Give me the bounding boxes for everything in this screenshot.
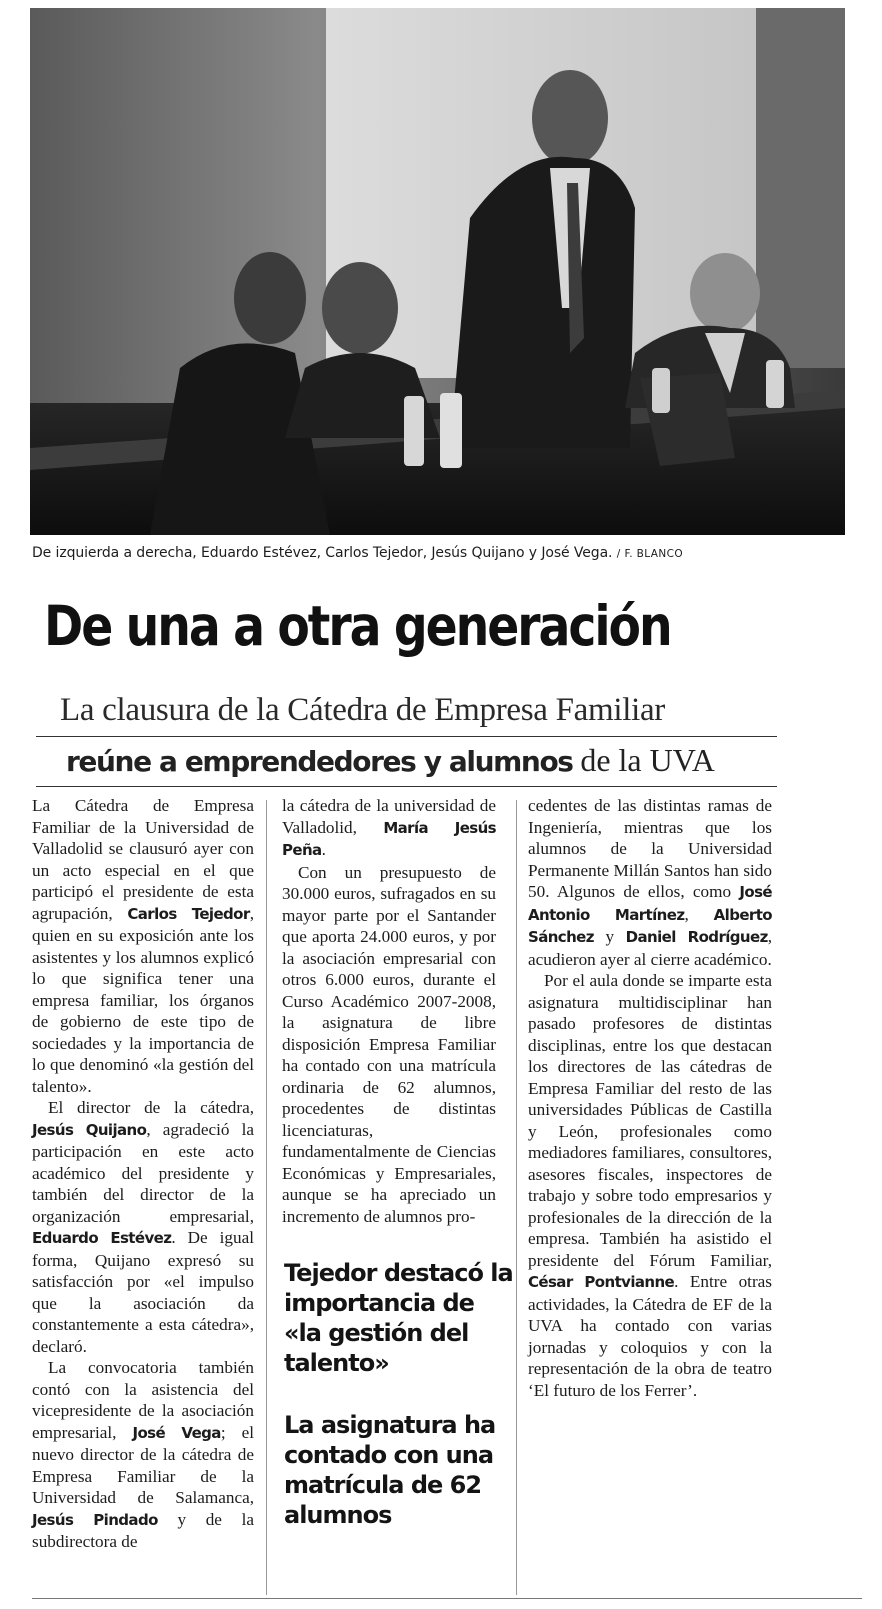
pull-quote-line: «la gestión del	[284, 1319, 469, 1347]
subheadline-bold: reúne a emprendedores y alumnos	[66, 745, 573, 778]
text: Por el aula donde se imparte esta asignatura multidisciplinar han pasado profesores de distintas disciplinas, entre los que destacan los directores de las cátedras de Empresa Familiar del resto de las universidades Públicas de Castilla y León, profesionales como mediadores familiares, consultores, asesores fiscales, inspectores de trabajo y sobre todo empresarios y profesionales de la dirección de la empresa. También ha asistido el presidente del Fórum Familiar,	[528, 971, 772, 1270]
text: , agradeció la participación en este acto académico del presidente y también del director de la organización empresarial,	[32, 1119, 255, 1226]
headline: De una a otra generación	[44, 594, 671, 658]
subheadline-rule-top	[36, 736, 777, 737]
name-highlight: José Antonio Martínez	[528, 883, 773, 924]
person-estevez-head	[234, 252, 306, 344]
name-highlight: Alberto Sánchez	[528, 905, 773, 946]
paragraph	[32, 1097, 254, 1357]
text: La convocatoria también contó con la asistencia del vicepresidente de la asociación empresarial,	[32, 1358, 254, 1442]
pull-quote-line: alumnos	[284, 1501, 392, 1529]
article-column-1	[32, 795, 254, 1553]
pull-quote-line: importancia de	[284, 1289, 474, 1317]
caption-text: De izquierda a derecha, Eduardo Estévez, Carlos Tejedor, Jesús Quijano y José Vega.	[32, 545, 613, 561]
text: y de la subdirectora de	[32, 1509, 254, 1551]
subheadline-line-2	[66, 740, 856, 782]
name-highlight: Daniel Rodríguez	[625, 928, 768, 946]
pull-quote-1	[284, 1258, 514, 1378]
text: , quien en su exposición ante los asistentes y los alumnos explicó lo que significa tener una empresa familiar, los órganos de gobierno de este tipo de sociedades y la importancia de lo que denominó «la gestión del talento».	[32, 903, 254, 1096]
text: ,	[684, 904, 689, 924]
screen-frame-right	[756, 8, 845, 368]
name-highlight: César Pontvianne	[528, 1273, 675, 1291]
pull-quote-line: Tejedor destacó la	[284, 1259, 513, 1287]
name-highlight: Carlos Tejedor	[127, 904, 250, 923]
photo-credit: / F. BLANCO	[616, 548, 683, 560]
paragraph: Con un presupuesto de 30.000 euros, sufragados en su mayor parte por el Santander que aporta 24.000 euros, y por la asociación empresarial con otros 6.000 euros, durante el Curso Académico 2007-2008, la asignatura de libre disposición Empresa Familiar ha contado con una matrícula ordinaria de 62 alumnos, procedentes de distintas licenciaturas, fundamentalmente de Ciencias Económicas y Empresariales, aunque se ha apreciado un incremento de alumnos pro-	[282, 862, 496, 1226]
name-highlight: Jesús Quijano	[32, 1120, 147, 1139]
paragraph	[528, 970, 772, 1401]
photo-caption	[32, 545, 862, 561]
page-bottom-rule	[32, 1598, 862, 1599]
text: y	[593, 927, 626, 946]
text: ; el nuevo director de la cátedra de Empresa Familiar de la Universidad de Salamanca,	[32, 1422, 254, 1507]
paragraph	[32, 1357, 254, 1553]
article-column-2	[282, 795, 496, 1227]
pull-quote-line: matrícula de 62	[284, 1471, 482, 1499]
text: .	[321, 840, 326, 859]
pull-quote-line: talento»	[284, 1349, 389, 1377]
text: . De igual forma, Quijano expresó su satisfacción por «el impulso que la asociación da constantemente a esta cátedra», declaró.	[32, 1228, 254, 1356]
article-column-3	[528, 795, 772, 1401]
subheadline-rule-bottom	[36, 786, 777, 787]
pull-quote-line: La asignatura ha	[284, 1411, 496, 1439]
person-tejedor-head	[322, 262, 398, 354]
column-divider-2	[516, 800, 517, 1595]
paragraph	[528, 795, 772, 970]
text: , acudieron ayer al cierre académico.	[528, 927, 772, 969]
name-highlight: Jesús Pindado	[32, 1510, 158, 1529]
text: la cátedra de la universidad de Valladolid,	[282, 796, 496, 837]
pull-quote-line: contado con una	[284, 1441, 494, 1469]
subheadline-rest: de la UVA	[580, 742, 715, 778]
text: cedentes de las distintas ramas de Ingeniería, mientras que los alumnos de la Universidad Permanente Millán Santos han sido 50. Algunos de ellos, como	[528, 796, 772, 901]
name-highlight: Eduardo Estévez	[32, 1229, 172, 1247]
person-vega-head	[690, 253, 760, 333]
person-quijano-head	[532, 70, 608, 166]
text: La Cátedra de Empresa Familiar de la Universidad de Valladolid se clausuró ayer con un acto especial en el que participó el presidente de esta agrupación,	[32, 796, 254, 923]
subheadline-line-1: La clausura de la Cátedra de Empresa Familiar	[60, 692, 665, 728]
name-highlight: María Jesús Peña	[282, 818, 496, 859]
paragraph	[32, 795, 254, 1097]
article-photo	[30, 8, 845, 535]
text: El director de la cátedra,	[48, 1098, 254, 1117]
column-divider-1	[266, 800, 267, 1595]
paragraph	[282, 795, 496, 862]
name-highlight: José Vega	[132, 1423, 221, 1442]
pull-quote-2	[284, 1410, 514, 1530]
text: . Entre otras actividades, la Cátedra de EF de la UVA ha contado con varias jornadas y coloquios y con la representación de la obra de teatro ‘El futuro de los Ferrer’.	[528, 1272, 772, 1400]
